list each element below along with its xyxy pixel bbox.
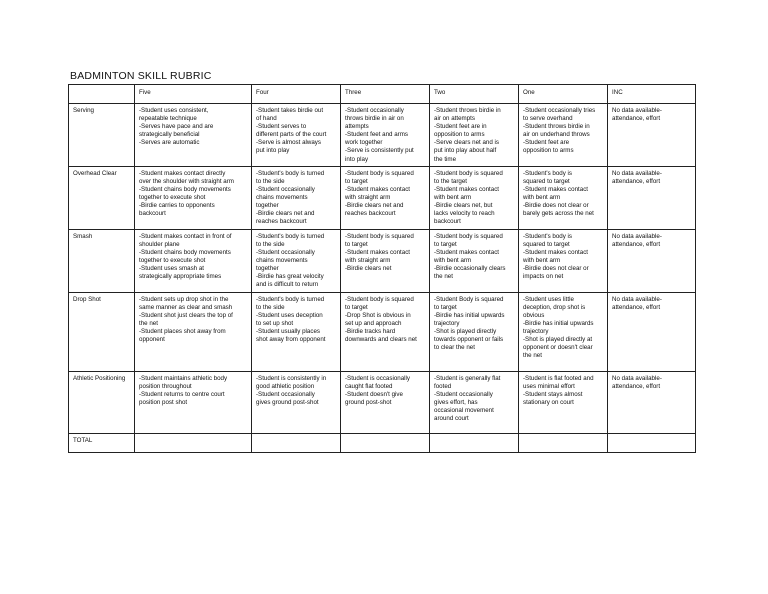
cell-text-line: caught flat footed [345, 382, 393, 390]
cell-text-line: -Student makes contact [434, 248, 500, 256]
cell-text-line: chains movements [256, 193, 308, 201]
cell-text-line: to clear the net [434, 344, 475, 352]
row-label: Athletic Positioning [69, 371, 135, 433]
row-label: Serving [69, 104, 135, 167]
cell-text-line: -Student makes contact [345, 248, 411, 256]
total-cell-five [135, 433, 252, 452]
cell-text-line: position throughout [139, 382, 192, 390]
rubric-cell-inc [608, 104, 696, 167]
cell-text-line: to the target [434, 177, 468, 185]
cell-text-line: the net [434, 273, 453, 281]
rubric-cell-inc [608, 166, 696, 229]
header-cell-blank [69, 85, 135, 104]
cell-text-line: together to execute shot [139, 193, 206, 201]
cell-text-line: of hand [256, 115, 277, 123]
row-label: Smash [69, 229, 135, 292]
rubric-cell-one [519, 166, 608, 229]
cell-text-line: -Birdie clears net and [256, 210, 315, 218]
cell-text-line: -Birdie carries to opponents [139, 202, 215, 210]
rubric-cell-one [519, 229, 608, 292]
cell-text-line: attendance, effort [612, 303, 661, 311]
cell-text-line: -Student is consistently in [256, 374, 327, 382]
cell-text-line: to target [434, 240, 457, 248]
cell-text-line: backcourt [434, 218, 461, 226]
cell-text-line: impacts on net [523, 273, 564, 281]
rubric-cell-three [341, 104, 430, 167]
cell-text-line: -Student occasionally tries [523, 107, 596, 114]
cell-text-line: -Student chains body movements [139, 248, 231, 256]
cell-text-line: with bent arm [523, 256, 561, 264]
table-row [69, 229, 696, 292]
cell-text-line: -Student makes contact in front of [139, 232, 232, 240]
cell-text-line: -Student throws birdie in [523, 123, 590, 131]
cell-text-line: deception, drop shot is [523, 303, 586, 311]
cell-text-line: -Birdie clears net and [345, 202, 404, 210]
total-row [69, 433, 696, 452]
cell-text-line: No data available- [612, 107, 662, 114]
rubric-cell-two [430, 104, 519, 167]
cell-text-line: -Student serves to [256, 123, 307, 131]
cell-text-line: -Student takes birdie out [256, 107, 324, 114]
header-cell-one: One [519, 85, 608, 104]
cell-text-line: to the side [256, 303, 285, 311]
cell-text-line: -Student occasionally [256, 185, 315, 193]
cell-text-line: with straight arm [345, 193, 391, 201]
rubric-cell-three [341, 229, 430, 292]
rubric-cell-four [252, 166, 341, 229]
cell-text-line: obvious [523, 311, 545, 319]
cell-text-line: put into play about half [434, 147, 497, 155]
cell-text-line: around court [434, 415, 469, 423]
rubric-cell-two [430, 229, 519, 292]
rubric-cell-two [430, 166, 519, 229]
cell-text-line: -Student doesn't give [345, 390, 403, 398]
cell-text-line: attendance, effort [612, 115, 661, 123]
total-cell-four [252, 433, 341, 452]
rubric-cell-inc [608, 371, 696, 433]
table-row [69, 104, 696, 167]
cell-text-line: air on underhand throws [523, 131, 590, 139]
cell-text-line: together to execute shot [139, 256, 206, 264]
cell-text-line: different parts of the court [256, 131, 327, 139]
cell-text-line: -Birdie clears net [345, 265, 392, 273]
cell-text-line: -Student occasionally [256, 248, 315, 256]
cell-text-line: with bent arm [523, 193, 561, 201]
cell-text-line: footed [434, 382, 452, 390]
row-label: Overhead Clear [69, 166, 135, 229]
cell-text-line: -Student uses consistent, [139, 107, 209, 114]
rubric-cell-two [430, 292, 519, 371]
cell-text-line: -Student body is squared [345, 169, 414, 177]
cell-text-line: opponent or doesn't clear [523, 344, 593, 352]
cell-text-line: with bent arm [434, 256, 472, 264]
cell-text-line: attendance, effort [612, 240, 661, 248]
cell-text-line: -Student places shot away from [139, 328, 226, 336]
cell-text-line: attendance, effort [612, 177, 661, 185]
cell-text-line: -Student sets up drop shot in the [139, 295, 229, 303]
cell-text-line: together [256, 265, 279, 273]
header-cell-five: Five [135, 85, 252, 104]
cell-text-line: -Student Body is squared [434, 295, 504, 303]
cell-text-line: over the shoulder with straight arm [139, 177, 234, 185]
cell-text-line: downwards and clears net [345, 336, 417, 344]
cell-text-line: the time [434, 155, 457, 163]
cell-text-line: position post shot [139, 398, 188, 406]
cell-text-line: -Shot is played directly at [523, 336, 593, 344]
cell-text-line: -Student uses smash at [139, 265, 205, 273]
rubric-cell-inc [608, 229, 696, 292]
cell-text-line: -Student makes contact [345, 185, 411, 193]
cell-text-line: -Student maintains athletic body [139, 374, 228, 382]
cell-text-line: -Student body is squared [345, 232, 414, 240]
cell-text-line: strategically beneficial [139, 131, 200, 139]
cell-text-line: air on attempts [434, 115, 475, 123]
cell-text-line: -Student's body is turned [256, 169, 325, 177]
cell-text-line: -Student usually places [256, 328, 320, 336]
cell-text-line: opponent [139, 336, 165, 344]
cell-text-line: No data available- [612, 374, 662, 382]
cell-text-line: gives effort, has [434, 398, 478, 406]
cell-text-line: -Student feet and arms [345, 131, 408, 139]
cell-text-line: -Student's body is turned [256, 232, 325, 240]
cell-text-line: -Serves have pace and are [139, 123, 214, 131]
table-row [69, 292, 696, 371]
cell-text-line: -Serve is almost always [256, 139, 321, 147]
cell-text-line: -Student makes contact directly [139, 169, 226, 177]
total-cell-two [430, 433, 519, 452]
table-row [69, 371, 696, 433]
cell-text-line: -Student's body is [523, 232, 572, 240]
cell-text-line: squared to target [523, 240, 570, 248]
cell-text-line: uses minimal effort [523, 382, 575, 390]
table-row [69, 166, 696, 229]
total-cell-one [519, 433, 608, 452]
cell-text-line: to serve overhand [523, 115, 573, 123]
rubric-cell-one [519, 371, 608, 433]
cell-text-line: lacks velocity to reach [434, 210, 495, 218]
cell-text-line: -Student body is squared [434, 232, 503, 240]
cell-text-line: opposition to arms [523, 147, 574, 155]
rubric-cell-five [135, 371, 252, 433]
cell-text-line: into play [345, 155, 369, 163]
header-cell-three: Three [341, 85, 430, 104]
cell-text-line: gives ground post-shot [256, 398, 319, 406]
page-title: BADMINTON SKILL RUBRIC [70, 70, 212, 82]
cell-text-line: with straight arm [345, 256, 391, 264]
cell-text-line: -Drop Shot is obvious in [345, 311, 411, 319]
cell-text-line: and is difficult to return [256, 281, 319, 289]
cell-text-line: -Student shot just clears the top of [139, 311, 233, 319]
cell-text-line: chains movements [256, 256, 308, 264]
cell-text-line: to the side [256, 240, 285, 248]
rubric-cell-inc [608, 292, 696, 371]
cell-text-line: reaches backcourt [345, 210, 396, 218]
row-label: Drop Shot [69, 292, 135, 371]
cell-text-line: good athletic position [256, 382, 315, 390]
cell-text-line: to target [345, 303, 368, 311]
cell-text-line: -Student occasionally [345, 107, 404, 114]
rubric-cell-three [341, 166, 430, 229]
cell-text-line: barely gets across the net [523, 210, 594, 218]
cell-text-line: the net [523, 352, 542, 360]
rubric-cell-three [341, 371, 430, 433]
cell-text-line: -Student chains body movements [139, 185, 231, 193]
cell-text-line: -Student body is squared [345, 295, 414, 303]
cell-text-line: No data available- [612, 169, 662, 177]
cell-text-line: ground post-shot [345, 398, 392, 406]
cell-text-line: occasional movement [434, 407, 494, 415]
cell-text-line: -Student body is squared [434, 169, 503, 177]
cell-text-line: -Serve clears net and is [434, 139, 499, 147]
cell-text-line: -Birdie has initial upwards [434, 311, 505, 319]
cell-text-line: to target [345, 177, 368, 185]
rubric-cell-four [252, 229, 341, 292]
rubric-cell-five [135, 292, 252, 371]
cell-text-line: -Student is occasionally [345, 374, 411, 382]
cell-text-line: -Shot is played directly [434, 328, 497, 336]
header-cell-inc: INC [608, 85, 696, 104]
rubric-cell-four [252, 292, 341, 371]
cell-text-line: -Student's body is [523, 169, 572, 177]
cell-text-line: -Student makes contact [434, 185, 500, 193]
cell-text-line: -Student stays almost [523, 390, 583, 398]
cell-text-line: -Student feet are in [434, 123, 487, 131]
cell-text-line: put into play [256, 147, 290, 155]
cell-text-line: repeatable technique [139, 115, 197, 123]
cell-text-line: shoulder plane [139, 240, 180, 248]
cell-text-line: reaches backcourt [256, 218, 307, 226]
cell-text-line: -Student feet are [523, 139, 570, 147]
cell-text-line: -Birdie clears net, but [434, 202, 493, 210]
rubric-body [69, 104, 696, 434]
cell-text-line: same manner as clear and smash [139, 303, 233, 311]
cell-text-line: -Student is flat footed and [523, 374, 594, 382]
total-cell-three [341, 433, 430, 452]
rubric-cell-four [252, 371, 341, 433]
rubric-cell-five [135, 104, 252, 167]
cell-text-line: throws birdie in air on [345, 115, 404, 123]
cell-text-line: set up and approach [345, 319, 402, 327]
cell-text-line: the net [139, 319, 158, 327]
cell-text-line: -Student uses little [523, 295, 574, 303]
cell-text-line: No data available- [612, 232, 662, 240]
cell-text-line: -Serves are automatic [139, 139, 200, 147]
cell-text-line: -Student throws birdie in [434, 107, 501, 114]
cell-text-line: to target [345, 240, 368, 248]
cell-text-line: stationary on court [523, 398, 574, 406]
cell-text-line: backcourt [139, 210, 166, 218]
cell-text-line: to the side [256, 177, 285, 185]
cell-text-line: No data available- [612, 295, 662, 303]
header-cell-four: Four [252, 85, 341, 104]
cell-text-line: -Birdie does not clear or [523, 265, 589, 273]
cell-text-line: squared to target [523, 177, 570, 185]
cell-text-line: -Student returns to centre court [139, 390, 225, 398]
cell-text-line: together [256, 202, 279, 210]
header-row [69, 85, 696, 104]
rubric-table [68, 84, 696, 453]
cell-text-line: -Student makes contact [523, 248, 589, 256]
cell-text-line: -Student is generally flat [434, 374, 501, 382]
cell-text-line: trajectory [434, 319, 460, 327]
rubric-cell-one [519, 292, 608, 371]
cell-text-line: with bent arm [434, 193, 472, 201]
cell-text-line: -Student makes contact [523, 185, 589, 193]
rubric-cell-five [135, 166, 252, 229]
cell-text-line: -Birdie does not clear or [523, 202, 589, 210]
cell-text-line: attempts [345, 123, 369, 131]
cell-text-line: -Birdie has great velocity [256, 273, 324, 281]
header-cell-two: Two [430, 85, 519, 104]
cell-text-line: -Birdie occasionally clears [434, 265, 506, 273]
cell-text-line: -Student uses deception [256, 311, 323, 319]
cell-text-line: -Serve is consistently put [345, 147, 414, 155]
rubric-cell-two [430, 371, 519, 433]
cell-text-line: strategically appropriate times [139, 273, 222, 281]
rubric-cell-five [135, 229, 252, 292]
cell-text-line: to set up shot [256, 319, 294, 327]
cell-text-line: trajectory [523, 328, 549, 336]
cell-text-line: -Student occasionally [434, 390, 493, 398]
cell-text-line: -Birdie tracks hard [345, 328, 396, 336]
rubric-cell-three [341, 292, 430, 371]
total-label: TOTAL [69, 433, 135, 452]
cell-text-line: towards opponent or fails [434, 336, 504, 344]
cell-text-line: shot away from opponent [256, 336, 326, 344]
cell-text-line: -Student occasionally [256, 390, 315, 398]
rubric-cell-four [252, 104, 341, 167]
cell-text-line: -Student's body is turned [256, 295, 325, 303]
cell-text-line: attendance, effort [612, 382, 661, 390]
rubric-cell-one [519, 104, 608, 167]
cell-text-line: to target [434, 303, 457, 311]
cell-text-line: -Birdie has initial upwards [523, 319, 594, 327]
total-cell-inc [608, 433, 696, 452]
cell-text-line: opposition to arms [434, 131, 485, 139]
cell-text-line: work together [345, 139, 383, 147]
